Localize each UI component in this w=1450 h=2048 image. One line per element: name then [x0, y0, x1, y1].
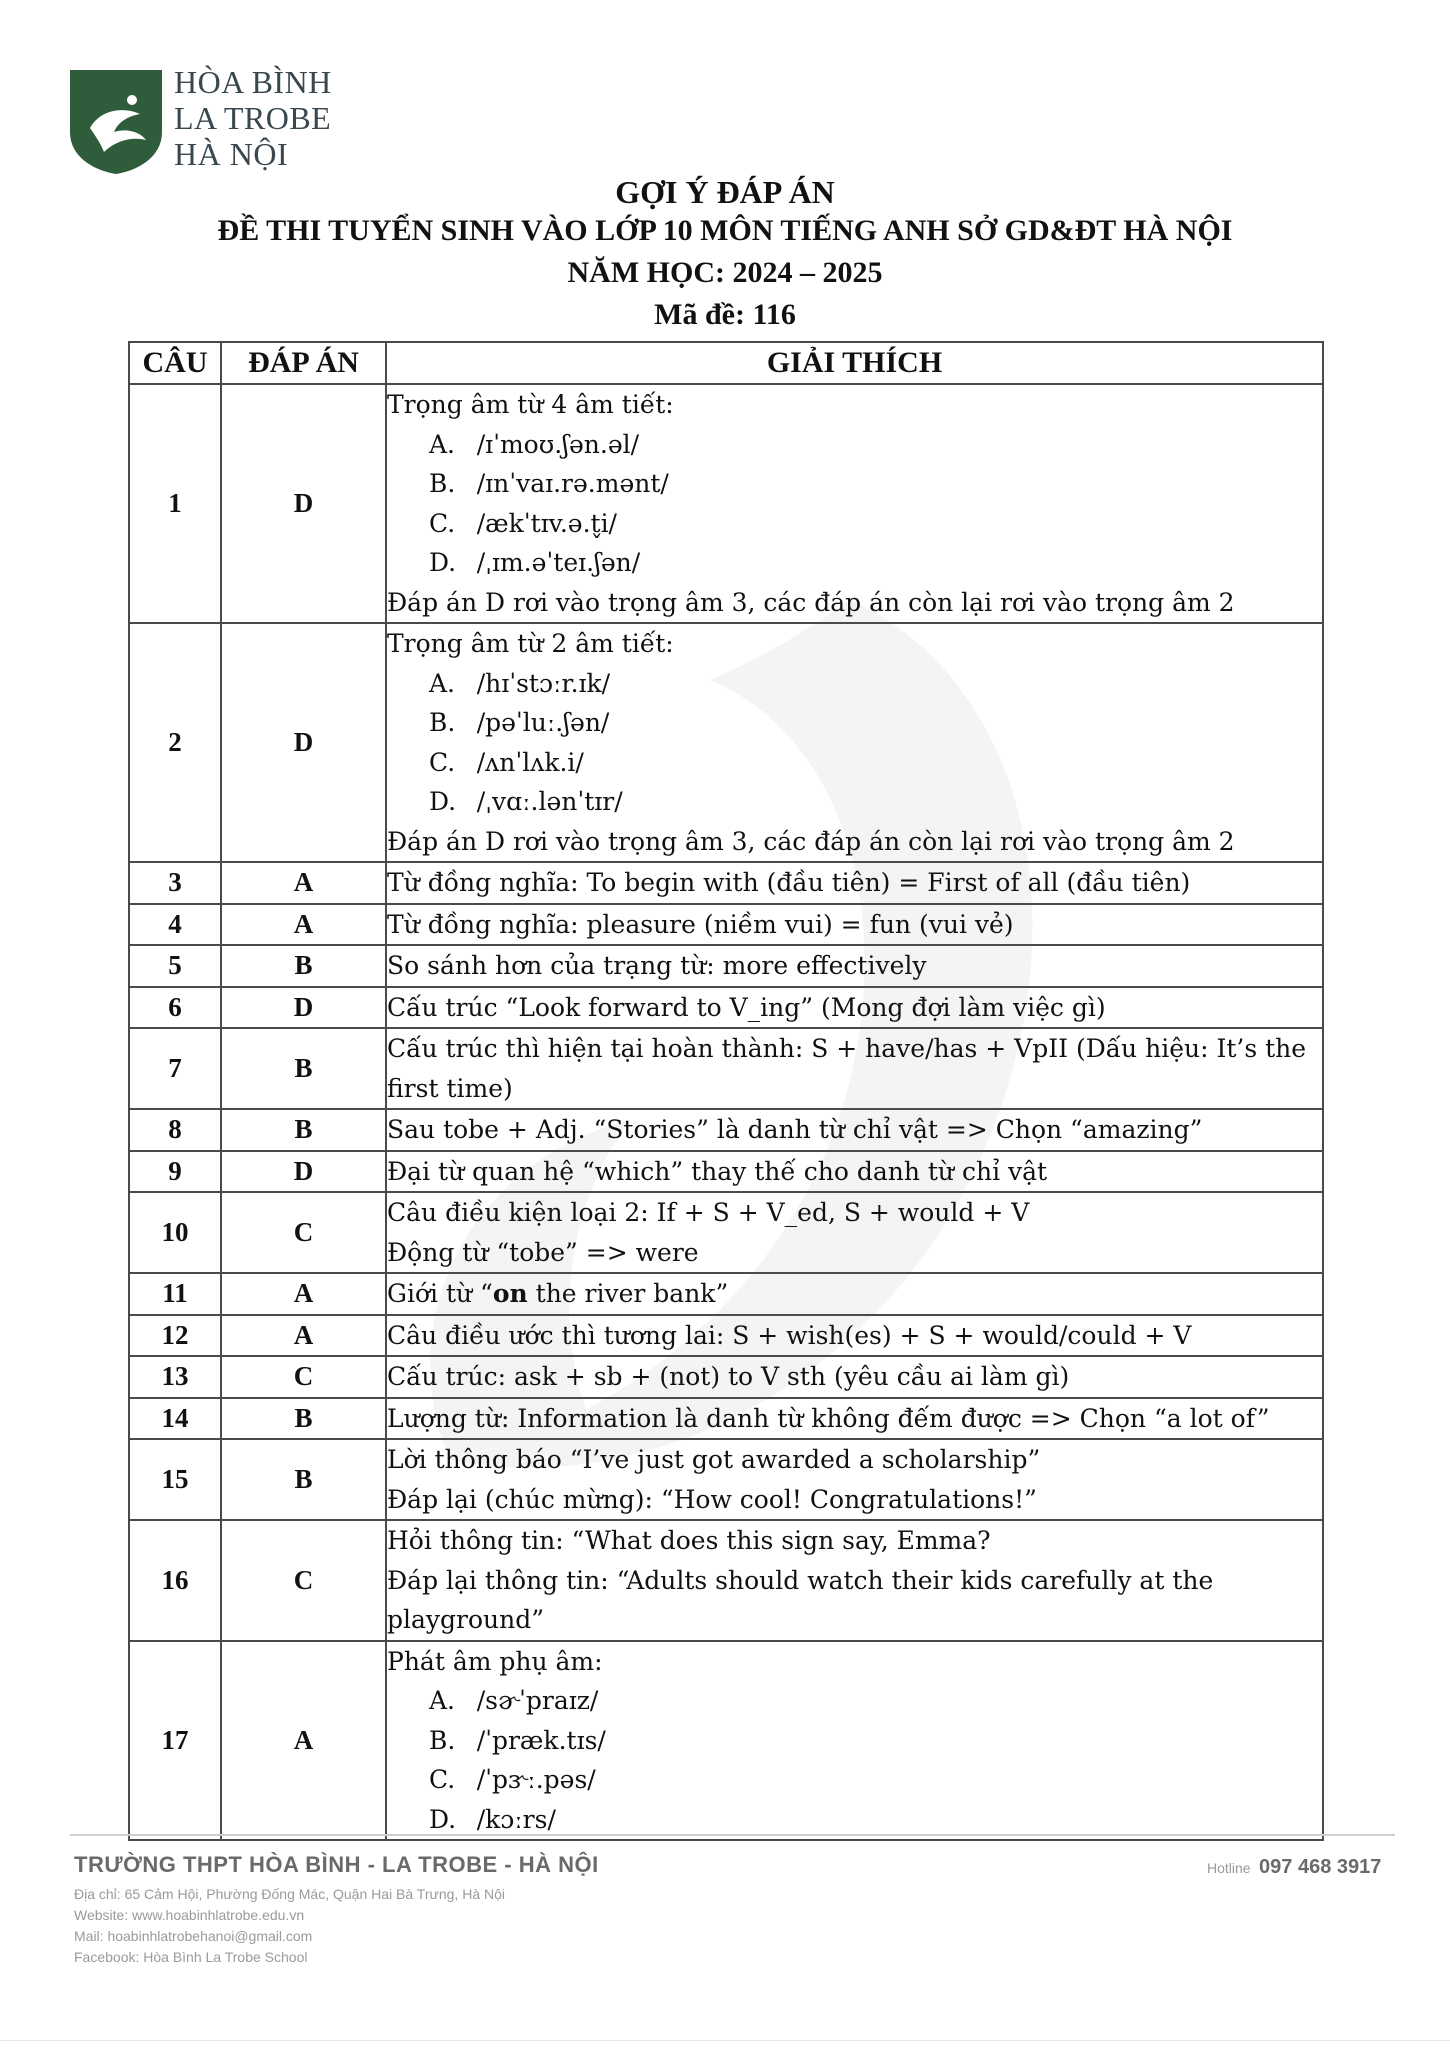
table-row — [129, 1151, 1323, 1193]
answer-letter: A — [221, 1641, 386, 1841]
explanation-cell — [386, 1273, 1323, 1315]
explanation-line: Động từ “tobe” => were — [387, 1237, 699, 1267]
answer-letter: A — [221, 862, 386, 904]
footer-facebook: Facebook: Hòa Bình La Trobe School — [74, 1949, 308, 1965]
explanation-line: Từ đồng nghĩa: pleasure (niềm vui) = fun (vui vẻ) — [387, 909, 1014, 939]
question-number: 6 — [129, 987, 221, 1029]
explanation-line: So sánh hơn của trạng từ: more effectively — [387, 951, 927, 980]
pronunciation-option: D. /kɔːrs/ — [429, 1804, 556, 1834]
explanation-line: Đáp án D rơi vào trọng âm 3, các đáp án còn lại rơi vào trọng âm 2 — [387, 587, 1235, 617]
exam-code: Mã đề: 116 — [654, 298, 796, 331]
explanation-cell — [386, 904, 1323, 946]
question-number: 16 — [129, 1520, 221, 1641]
pronunciation-option: A. /ɪˈmoʊ.ʃən.əl/ — [429, 429, 640, 459]
explanation-text: Giới từ “ — [387, 1279, 493, 1308]
footer-address: Địa chỉ: 65 Cảm Hội, Phường Đống Mác, Quận Hai Bà Trưng, Hà Nội — [74, 1886, 505, 1902]
table-row — [129, 1315, 1323, 1357]
page-title: GỢI Ý ĐÁP ÁN — [615, 174, 835, 210]
explanation-cell — [386, 1151, 1323, 1193]
footer-website: Website: www.hoabinhlatrobe.edu.vn — [74, 1907, 305, 1923]
answer-letter: B — [221, 1109, 386, 1151]
answer-letter: C — [221, 1192, 386, 1273]
column-header-explanation: GIẢI THÍCH — [386, 342, 1323, 384]
question-number: 2 — [129, 623, 221, 862]
table-row — [129, 384, 1323, 623]
answer-letter: C — [221, 1520, 386, 1641]
explanation-cell — [386, 1439, 1323, 1520]
explanation-cell — [386, 1398, 1323, 1440]
question-number: 15 — [129, 1439, 221, 1520]
pronunciation-option: B. /ɪnˈvaɪ.rə.mənt/ — [429, 469, 669, 498]
column-header-question: CÂU — [129, 342, 221, 384]
answer-letter: C — [221, 1356, 386, 1398]
table-row — [129, 862, 1323, 904]
explanation-line: Lượng từ: Information là danh từ không đếm được => Chọn “a lot of” — [387, 1403, 1270, 1433]
answer-letter: B — [221, 1028, 386, 1109]
table-header-row — [129, 342, 1323, 384]
table-row — [129, 623, 1323, 862]
answer-letter: B — [221, 945, 386, 987]
table-row — [129, 945, 1323, 987]
answer-letter: A — [221, 1315, 386, 1357]
question-number: 17 — [129, 1641, 221, 1841]
explanation-line: Câu điều ước thì tương lai: S + wish(es) + S + would/could + V — [387, 1320, 1192, 1350]
footer-hotline — [1207, 1856, 1381, 1879]
question-number: 1 — [129, 384, 221, 623]
table-row — [129, 1109, 1323, 1151]
logo-line: HÒA BÌNH — [174, 64, 332, 100]
answer-letter: A — [221, 1273, 386, 1315]
explanation-line: Trọng âm từ 4 âm tiết: — [387, 390, 674, 419]
table-row — [129, 1439, 1323, 1520]
explanation-line: Sau tobe + Adj. “Stories” là danh từ chỉ vật => Chọn “amazing” — [387, 1115, 1203, 1144]
explanation-line: Hỏi thông tin: “What does this sign say, Emma? — [387, 1526, 991, 1555]
footer-mail: Mail: hoabinhlatrobehanoi@gmail.com — [74, 1928, 313, 1944]
page-bottom-rule — [0, 2040, 1450, 2041]
explanation-text: the river bank” — [527, 1279, 729, 1308]
explanation-cell — [386, 1109, 1323, 1151]
explanation-cell — [386, 1356, 1323, 1398]
pronunciation-option: A. /hɪˈstɔːr.ɪk/ — [429, 668, 611, 698]
explanation-line: Cấu trúc: ask + sb + (not) to V sth (yêu cầu ai làm gì) — [387, 1362, 1070, 1391]
answer-table — [128, 341, 1324, 1841]
pronunciation-option: D. /ˌɪm.əˈteɪ.ʃən/ — [429, 548, 641, 577]
answer-letter: B — [221, 1398, 386, 1440]
logo-wordmark — [174, 64, 332, 172]
answer-letter: D — [221, 1151, 386, 1193]
pronunciation-option: B. /ˈpræk.tɪs/ — [429, 1725, 606, 1755]
pronunciation-option: B. /pəˈluː.ʃən/ — [429, 708, 610, 737]
explanation-cell — [386, 1315, 1323, 1357]
exam-subtitle: ĐỀ THI TUYỂN SINH VÀO LỚP 10 MÔN TIẾNG ANH SỞ GD&ĐT HÀ NỘI — [217, 214, 1233, 247]
explanation-line — [387, 1274, 1322, 1314]
table-row — [129, 1273, 1323, 1315]
explanation-line: Cấu trúc thì hiện tại hoàn thành: S + have/has + VpII (Dấu hiệu: It’s the first time) — [387, 1034, 1307, 1103]
table-row — [129, 1356, 1323, 1398]
explanation-cell — [386, 945, 1323, 987]
question-number: 14 — [129, 1398, 221, 1440]
question-number: 3 — [129, 862, 221, 904]
explanation-cell — [386, 1520, 1323, 1641]
answer-letter: D — [221, 384, 386, 623]
explanation-line: Đáp lại (chúc mừng): “How cool! Congratulations!” — [387, 1484, 1037, 1514]
explanation-line: Từ đồng nghĩa: To begin with (đầu tiên) = First of all (đầu tiên) — [387, 868, 1191, 897]
table-row — [129, 1192, 1323, 1273]
table-row — [129, 987, 1323, 1029]
hotline-number: 097 468 3917 — [1259, 1856, 1382, 1878]
question-number: 4 — [129, 904, 221, 946]
explanation-line: Cấu trúc “Look forward to V_ing” (Mong đợi làm việc gì) — [387, 992, 1106, 1022]
table-row — [129, 1520, 1323, 1641]
question-number: 8 — [129, 1109, 221, 1151]
footer-school-name: TRƯỜNG THPT HÒA BÌNH - LA TROBE - HÀ NỘI — [74, 1852, 599, 1877]
question-number: 13 — [129, 1356, 221, 1398]
footer-divider — [70, 1834, 1395, 1836]
answer-letter: D — [221, 987, 386, 1029]
hotline-label: Hotline — [1207, 1860, 1251, 1876]
question-number: 7 — [129, 1028, 221, 1109]
explanation-line: Trọng âm từ 2 âm tiết: — [387, 629, 674, 658]
bold-preposition: on — [492, 1279, 528, 1308]
question-number: 12 — [129, 1315, 221, 1357]
explanation-cell — [386, 1641, 1323, 1841]
question-number: 5 — [129, 945, 221, 987]
table-body — [129, 384, 1323, 1840]
answer-letter: B — [221, 1439, 386, 1520]
pronunciation-option: D. /ˌvɑː.lənˈtɪr/ — [429, 787, 623, 816]
explanation-line: Câu điều kiện loại 2: If + S + V_ed, S + would + V — [387, 1198, 1030, 1227]
logo-bird-icon — [70, 70, 162, 174]
school-year: NĂM HỌC: 2024 – 2025 — [567, 256, 883, 289]
explanation-cell — [386, 384, 1323, 623]
explanation-line: Phát âm phụ âm: — [387, 1646, 603, 1676]
explanation-cell — [386, 1192, 1323, 1273]
question-number: 9 — [129, 1151, 221, 1193]
question-number: 10 — [129, 1192, 221, 1273]
column-header-answer: ĐÁP ÁN — [221, 342, 386, 384]
explanation-line: Lời thông báo “I’ve just got awarded a scholarship” — [387, 1445, 1041, 1474]
table-row — [129, 904, 1323, 946]
school-logo — [70, 62, 370, 182]
table-row — [129, 1028, 1323, 1109]
logo-line: HÀ NỘI — [174, 136, 289, 172]
table-row — [129, 1641, 1323, 1841]
pronunciation-option: A. /sɚˈpraɪz/ — [429, 1686, 599, 1715]
question-number: 11 — [129, 1273, 221, 1315]
table-row — [129, 1398, 1323, 1440]
pronunciation-option: C. /ˈpɝː.pəs/ — [429, 1765, 596, 1794]
explanation-cell — [386, 862, 1323, 904]
logo-line: LA TROBE — [174, 100, 332, 136]
explanation-cell — [386, 623, 1323, 862]
answer-letter: D — [221, 623, 386, 862]
explanation-line: Đại từ quan hệ “which” thay thế cho danh từ chỉ vật — [387, 1156, 1048, 1186]
pronunciation-option: C. /ʌnˈlʌk.i/ — [429, 747, 584, 777]
explanation-cell — [386, 1028, 1323, 1109]
explanation-line: Đáp án D rơi vào trọng âm 3, các đáp án còn lại rơi vào trọng âm 2 — [387, 826, 1235, 856]
explanation-cell — [386, 987, 1323, 1029]
pronunciation-option: C. /ækˈtɪv.ə.t̬i/ — [429, 508, 617, 538]
explanation-line: Đáp lại thông tin: “Adults should watch their kids carefully at the playground” — [387, 1565, 1214, 1634]
answer-letter: A — [221, 904, 386, 946]
